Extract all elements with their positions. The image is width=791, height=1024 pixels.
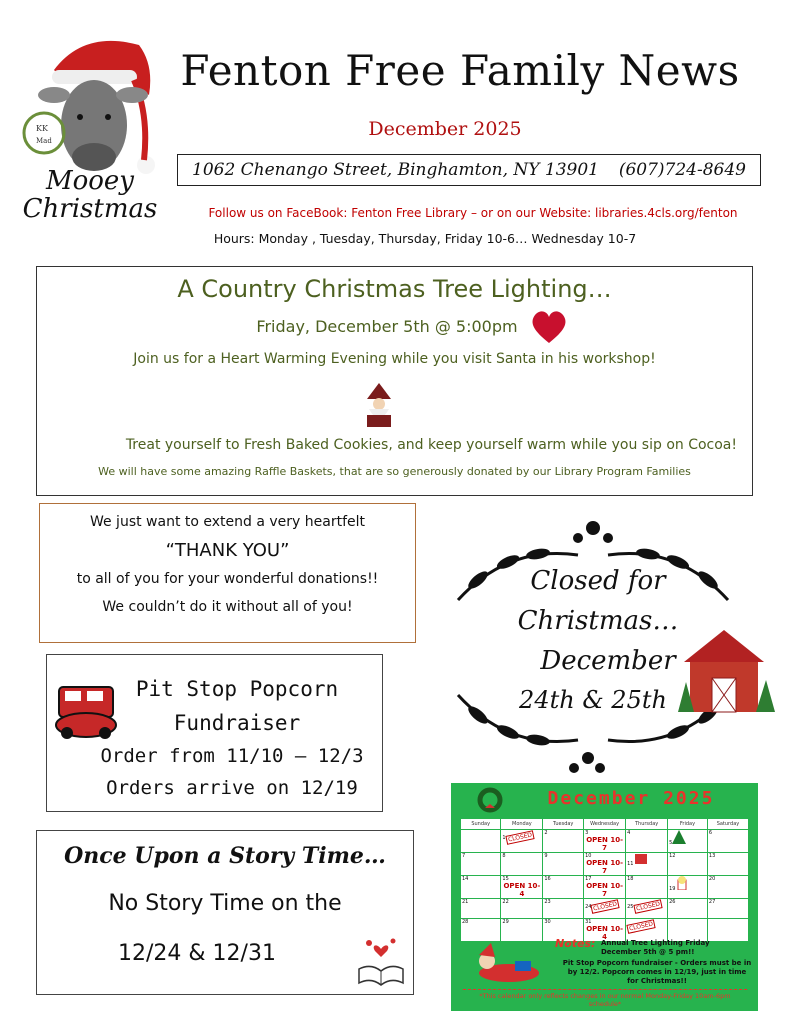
day-header: Tuesday — [543, 819, 584, 830]
date-number: 19 — [669, 886, 676, 892]
calendar-cell — [626, 853, 668, 876]
date-number: 16 — [544, 876, 551, 882]
calendar-cell — [626, 830, 668, 853]
closed-line-1: Closed for — [530, 566, 666, 596]
calendar-cell — [626, 876, 668, 899]
story-time-box — [36, 830, 414, 995]
day-header: Sunday — [461, 819, 501, 830]
dice-icon — [634, 853, 648, 865]
date-number: 4 — [627, 830, 631, 836]
calendar-cell — [707, 830, 748, 853]
mooey-christmas-badge — [14, 25, 164, 235]
wreath-icon — [475, 786, 505, 814]
event-heading: A Country Christmas Tree Lighting… — [177, 275, 612, 303]
story-heading: Once Upon a Story Time… — [64, 843, 386, 869]
calendar-week — [461, 853, 749, 876]
day-header: Saturday — [707, 819, 748, 830]
popcorn-line-1: Pit Stop Popcorn — [135, 677, 339, 701]
thanks-line-3: to all of you for your wonderful donations!! — [76, 571, 379, 587]
date-number: 28 — [462, 919, 469, 925]
event-datetime: Friday, December 5th @ 5:00pm — [256, 317, 518, 336]
open-hours: OPEN 10-7 — [586, 836, 623, 852]
calendar-cell — [501, 830, 543, 853]
date-number: 23 — [544, 899, 551, 905]
calendar-grid — [460, 818, 749, 942]
heart-icon — [529, 307, 569, 347]
date-number: 30 — [544, 919, 551, 925]
date-number: 8 — [502, 853, 506, 859]
calendar-cell — [461, 876, 501, 899]
calendar-cell — [707, 899, 748, 919]
day-header: Friday — [668, 819, 708, 830]
calendar-cell — [668, 830, 708, 853]
popcorn-icon — [675, 876, 689, 890]
calendar-day-headers — [461, 819, 749, 830]
december-calendar — [451, 783, 758, 1011]
date-number: 3 — [585, 830, 589, 836]
calendar-cell — [543, 853, 584, 876]
closed-stamp: CLOSED — [626, 919, 656, 934]
calendar-cell — [584, 876, 626, 899]
thanks-line-1: We just want to extend a very heartfelt — [89, 514, 366, 530]
date-number: 6 — [708, 830, 713, 836]
date-number: 10 — [585, 853, 592, 859]
calendar-notes-label: Notes: — [555, 937, 596, 950]
date-number: 17 — [585, 876, 592, 882]
calendar-cell — [668, 876, 708, 899]
calendar-week — [461, 876, 749, 899]
calendar-note-2: Pit Stop Popcorn fundraiser - Orders must be in by 12/2. Popcorn comes in 12/19, just in time for Christmas!! — [562, 959, 752, 985]
calendar-cell — [501, 899, 543, 919]
calendar-cell — [668, 899, 708, 919]
closed-stamp: CLOSED — [591, 899, 621, 914]
calendar-cell — [461, 830, 501, 853]
popcorn-line-3: Order from 11/10 – 12/3 — [100, 745, 364, 767]
closed-stamp: CLOSED — [505, 830, 535, 845]
event-line-santa: Join us for a Heart Warming Evening while you visit Santa in his workshop! — [133, 351, 656, 367]
address-text: 1062 Chenango Street, Binghamton, NY 13901 — [192, 160, 599, 180]
date-number: 15 — [502, 876, 509, 882]
badge-script-text: Mooey Christmas — [22, 166, 158, 224]
date-number: 1 — [502, 835, 506, 841]
closed-christmas-block — [438, 510, 783, 780]
newsletter-title: Fenton Free Family News — [180, 46, 740, 95]
date-number: 31 — [585, 919, 592, 925]
library-hours: Hours: Monday , Tuesday, Thursday, Friday 10-6… Wednesday 10-7 — [213, 231, 637, 246]
open-hours: OPEN 10-4 — [503, 882, 541, 898]
closed-line-4: 24th & 25th — [519, 686, 667, 714]
date-number: 14 — [462, 876, 469, 882]
social-follow-line: Follow us on FaceBook: Fenton Free Library – or on our Website: libraries.4cls.org/fenton — [208, 206, 738, 220]
svg-text:KK: KK — [36, 124, 48, 133]
santa-reading-icon — [473, 939, 545, 985]
date-number: 5 — [669, 840, 673, 846]
open-hours: OPEN 10-4 — [586, 925, 623, 941]
event-line-cookies: Treat yourself to Fresh Baked Cookies, and keep yourself warm while you sip on Cocoa! — [125, 437, 737, 453]
calendar-cell — [543, 876, 584, 899]
date-number: 20 — [708, 876, 716, 882]
calendar-cell — [501, 876, 543, 899]
calendar-cell — [501, 853, 543, 876]
date-number: 12 — [669, 853, 676, 859]
calendar-footer-note: *This calendar only reflects changes in our normal Monday-Friday 10am-6pm schedule* — [463, 989, 747, 1008]
closed-line-2: Christmas… — [517, 606, 679, 636]
calendar-cell — [543, 899, 584, 919]
calendar-cell — [707, 876, 748, 899]
open-hours: OPEN 10-7 — [586, 882, 623, 898]
calendar-cell — [584, 830, 626, 853]
calendar-cell — [668, 853, 708, 876]
date-number: 13 — [708, 853, 716, 859]
calendar-title: December 2025 — [547, 788, 715, 809]
date-number: 18 — [627, 876, 634, 882]
day-header: Wednesday — [584, 819, 626, 830]
date-number: 22 — [502, 899, 509, 905]
story-line-2: No Story Time on the — [108, 891, 342, 916]
date-number: 29 — [502, 919, 509, 925]
tree-lighting-box — [36, 266, 753, 496]
thanks-line-4: We couldn’t do it without all of you! — [102, 599, 353, 615]
tree-icon — [672, 830, 686, 844]
popcorn-line-2: Fundraiser — [173, 711, 301, 735]
calendar-cell — [543, 830, 584, 853]
popcorn-line-4: Orders arrive on 12/19 — [106, 777, 358, 799]
popcorn-fundraiser-box — [46, 654, 383, 812]
thank-you-box — [39, 503, 416, 643]
calendar-week — [461, 830, 749, 853]
date-number: 21 — [462, 899, 469, 905]
story-line-3: 12/24 & 12/31 — [118, 941, 276, 966]
day-header: Monday — [501, 819, 543, 830]
calendar-cell — [461, 899, 501, 919]
date-number: 11 — [627, 861, 634, 867]
calendar-week — [461, 899, 749, 919]
day-header: Thursday — [626, 819, 668, 830]
closed-stamp: CLOSED — [633, 899, 663, 914]
book-hearts-icon — [353, 935, 411, 991]
calendar-cell — [707, 853, 748, 876]
race-car-popcorn-logo-icon — [53, 681, 119, 743]
date-number: 27 — [708, 899, 716, 905]
phone-text: (607)724-8649 — [618, 160, 746, 180]
svg-text:Mad: Mad — [36, 137, 52, 145]
calendar-cell — [584, 899, 626, 919]
calendar-cell — [461, 853, 501, 876]
thanks-line-2: “THANK YOU” — [165, 540, 290, 561]
calendar-cell — [584, 853, 626, 876]
address-bar — [177, 154, 761, 186]
santa-icon — [359, 379, 399, 429]
date-number: 26 — [669, 899, 676, 905]
date-number: 24 — [585, 904, 592, 910]
newsletter-date: December 2025 — [368, 118, 522, 140]
event-line-raffle: We will have some amazing Raffle Baskets, that are so generously donated by our Library Program Families — [98, 465, 691, 478]
calendar-cell — [626, 899, 668, 919]
date-number: 25 — [627, 904, 634, 910]
calendar-note-1: Annual Tree Lighting Friday December 5th @ 5 pm!! — [601, 939, 710, 956]
open-hours: OPEN 10-7 — [586, 859, 623, 875]
date-number: 9 — [544, 853, 548, 859]
date-number: 2 — [544, 830, 548, 836]
date-number: 7 — [462, 853, 466, 859]
closed-line-3: December — [540, 646, 676, 676]
